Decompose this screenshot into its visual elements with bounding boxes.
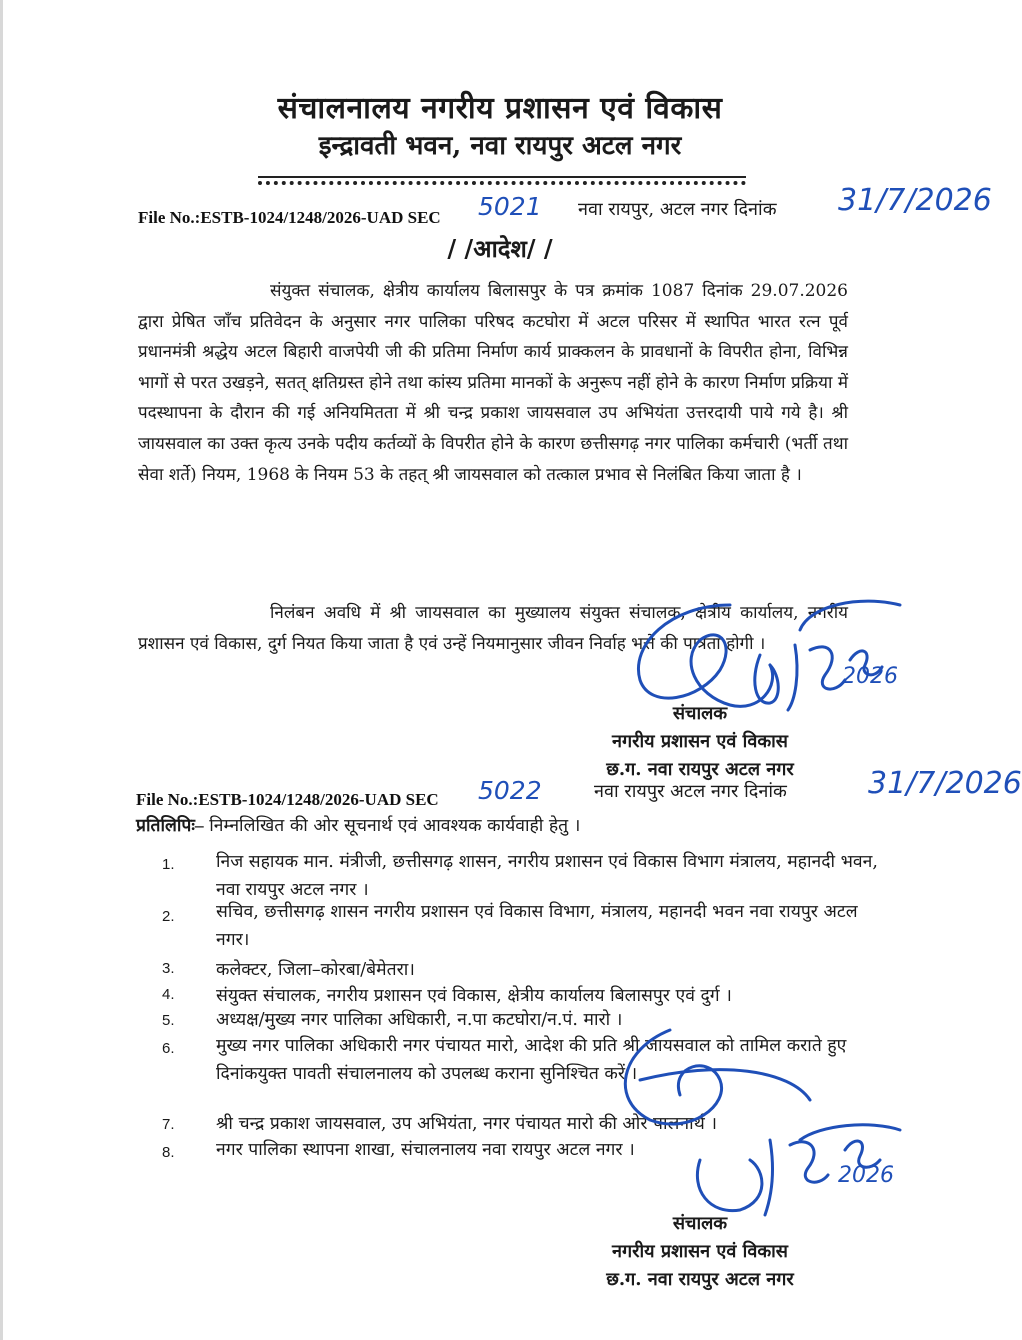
recipient-text: मुख्य नगर पालिका अधिकारी नगर पंचायत मारो, आदेश की प्रति श्री जायसवाल को तामिल कराते हुए दिनांकयुक्त पावती संचालनालय को उपलब्ध कराना सुनिश्चित करें । bbox=[216, 1036, 847, 1084]
recipient-number: 6. bbox=[162, 1040, 175, 1057]
office-title: संचालनालय नगरीय प्रशासन एवं विकास bbox=[277, 91, 723, 126]
signatory-designation: संचालक bbox=[672, 1213, 728, 1234]
order-date: 31/7/2026 bbox=[838, 183, 992, 218]
order-signatory bbox=[560, 700, 840, 784]
order-paragraph-1: संयुक्त संचालक, क्षेत्रीय कार्यालय बिलासपुर के पत्र क्रमांक 1087 दिनांक 29.07.2026 द्वारा प्रेषित जाँच प्रतिवेदन के अनुसार नगर पालिका परिषद कटघोरा में अटल परिसर में स्थापित भारत रत्न पूर्व प्रधानमंत्री श्रद्धेय अटल बिहारी वाजपेयी जी की प्रतिमा निर्माण कार्य प्राक्कलन के प्रावधानों के विपरीत होना, विभिन्न भागों से परत उखड़ने, सतत् क्षतिग्रस्त होने तथा कांस्य प्रतिमा मानकों के अनुरूप नहीं होने के कारण निर्माण प्रक्रिया में पदस्थापना के दौरान की गई अनियमितता में श्री चन्द्र प्रकाश जायसवाल उप अभियंता उत्तरदायी पाये गये है। श्री जायसवाल का उक्त कृत्य उनके पदीय कर्तव्यों के विपरीत होने के कारण छत्तीसगढ़ नगर पालिका कर्मचारी (भर्ती तथा सेवा शर्ते) नियम, 1968 के नियम 53 के तहत् श्री जायसवाल को तत्काल प्रभाव से निलंबित किया जाता है । bbox=[138, 281, 848, 485]
copy-file-number: File No.:ESTB-1024/1248/2026-UAD SEC bbox=[136, 790, 439, 809]
copy-date: 31/7/2026 bbox=[868, 766, 1022, 801]
order-file-number: File No.:ESTB-1024/1248/2026-UAD SEC bbox=[138, 208, 441, 227]
recipient-number: 2. bbox=[162, 908, 175, 925]
signatory-place: छ.ग. नवा रायपुर अटल नगर bbox=[606, 1269, 794, 1290]
order-heading: / /आदेश/ / bbox=[447, 234, 553, 263]
signatory-department: नगरीय प्रशासन एवं विकास bbox=[612, 1241, 788, 1262]
recipient-text: सचिव, छत्तीसगढ़ शासन नगरीय प्रशासन एवं विकास विभाग, मंत्रालय, महानदी भवन नवा रायपुर अटल नगर। bbox=[216, 902, 858, 950]
signatory-department: नगरीय प्रशासन एवं विकास bbox=[612, 731, 788, 752]
recipient-number: 3. bbox=[162, 960, 175, 977]
copy-label: प्रतिलिपिः– bbox=[136, 815, 204, 835]
copy-intro-line bbox=[136, 813, 580, 837]
copy-signature-year: 2026 bbox=[838, 1163, 894, 1188]
order-dispatch-number: 5021 bbox=[478, 192, 542, 221]
header-rule bbox=[258, 176, 746, 178]
copy-signatory bbox=[560, 1210, 840, 1294]
order-paragraph-2: निलंबन अवधि में श्री जायसवाल का मुख्यालय संयुक्त संचालक, क्षेत्रीय कार्यालय, नगरीय प्रशासन एवं विकास, दुर्ग नियत किया जाता है एवं उन्हें नियमानुसार जीवन निर्वाह भत्ते की पात्रता होगी । bbox=[138, 603, 848, 654]
recipient-number: 7. bbox=[162, 1116, 175, 1133]
copy-place-date-label: नवा रायपुर अटल नगर दिनांक bbox=[594, 781, 787, 802]
recipient-text: निज सहायक मान. मंत्रीजी, छत्तीसगढ़ शासन, नगरीय प्रशासन एवं विकास विभाग मंत्रालय, महानदी भवन, नवा रायपुर अटल नगर । bbox=[216, 852, 878, 900]
signatory-designation: संचालक bbox=[672, 703, 728, 724]
recipient-text: संयुक्त संचालक, नगरीय प्रशासन एवं विकास, क्षेत्रीय कार्यालय बिलासपुर एवं दुर्ग । bbox=[216, 986, 732, 1006]
recipient-text: कलेक्टर, जिला–कोरबा/बेमेतरा। bbox=[216, 960, 415, 980]
order-place-date-label: नवा रायपुर, अटल नगर दिनांक bbox=[578, 199, 777, 220]
recipient-number: 1. bbox=[162, 856, 175, 873]
recipient-text: अध्यक्ष/मुख्य नगर पालिका अधिकारी, न.पा कटघोरा/न.पं. मारो । bbox=[216, 1010, 623, 1030]
order-signature-year: 2026 bbox=[842, 664, 898, 689]
office-address: इन्द्रावती भवन, नवा रायपुर अटल नगर bbox=[318, 131, 682, 161]
recipient-number: 5. bbox=[162, 1012, 175, 1029]
recipient-text: श्री चन्द्र प्रकाश जायसवाल, उप अभियंता, नगर पंचायत मारो की ओर पालनार्थ । bbox=[216, 1114, 718, 1134]
signatory-place: छ.ग. नवा रायपुर अटल नगर bbox=[606, 759, 794, 780]
copy-intro: निम्नलिखित की ओर सूचनार्थ एवं आवश्यक कार्यवाही हेतु । bbox=[209, 816, 581, 836]
recipient-text: नगर पालिका स्थापना शाखा, संचालनालय नवा रायपुर अटल नगर । bbox=[216, 1140, 635, 1160]
recipient-number: 8. bbox=[162, 1144, 175, 1161]
copy-dispatch-number: 5022 bbox=[478, 776, 542, 805]
recipient-number: 4. bbox=[162, 986, 175, 1003]
page-edge bbox=[0, 0, 3, 1340]
header-dotted-rule bbox=[258, 181, 746, 185]
